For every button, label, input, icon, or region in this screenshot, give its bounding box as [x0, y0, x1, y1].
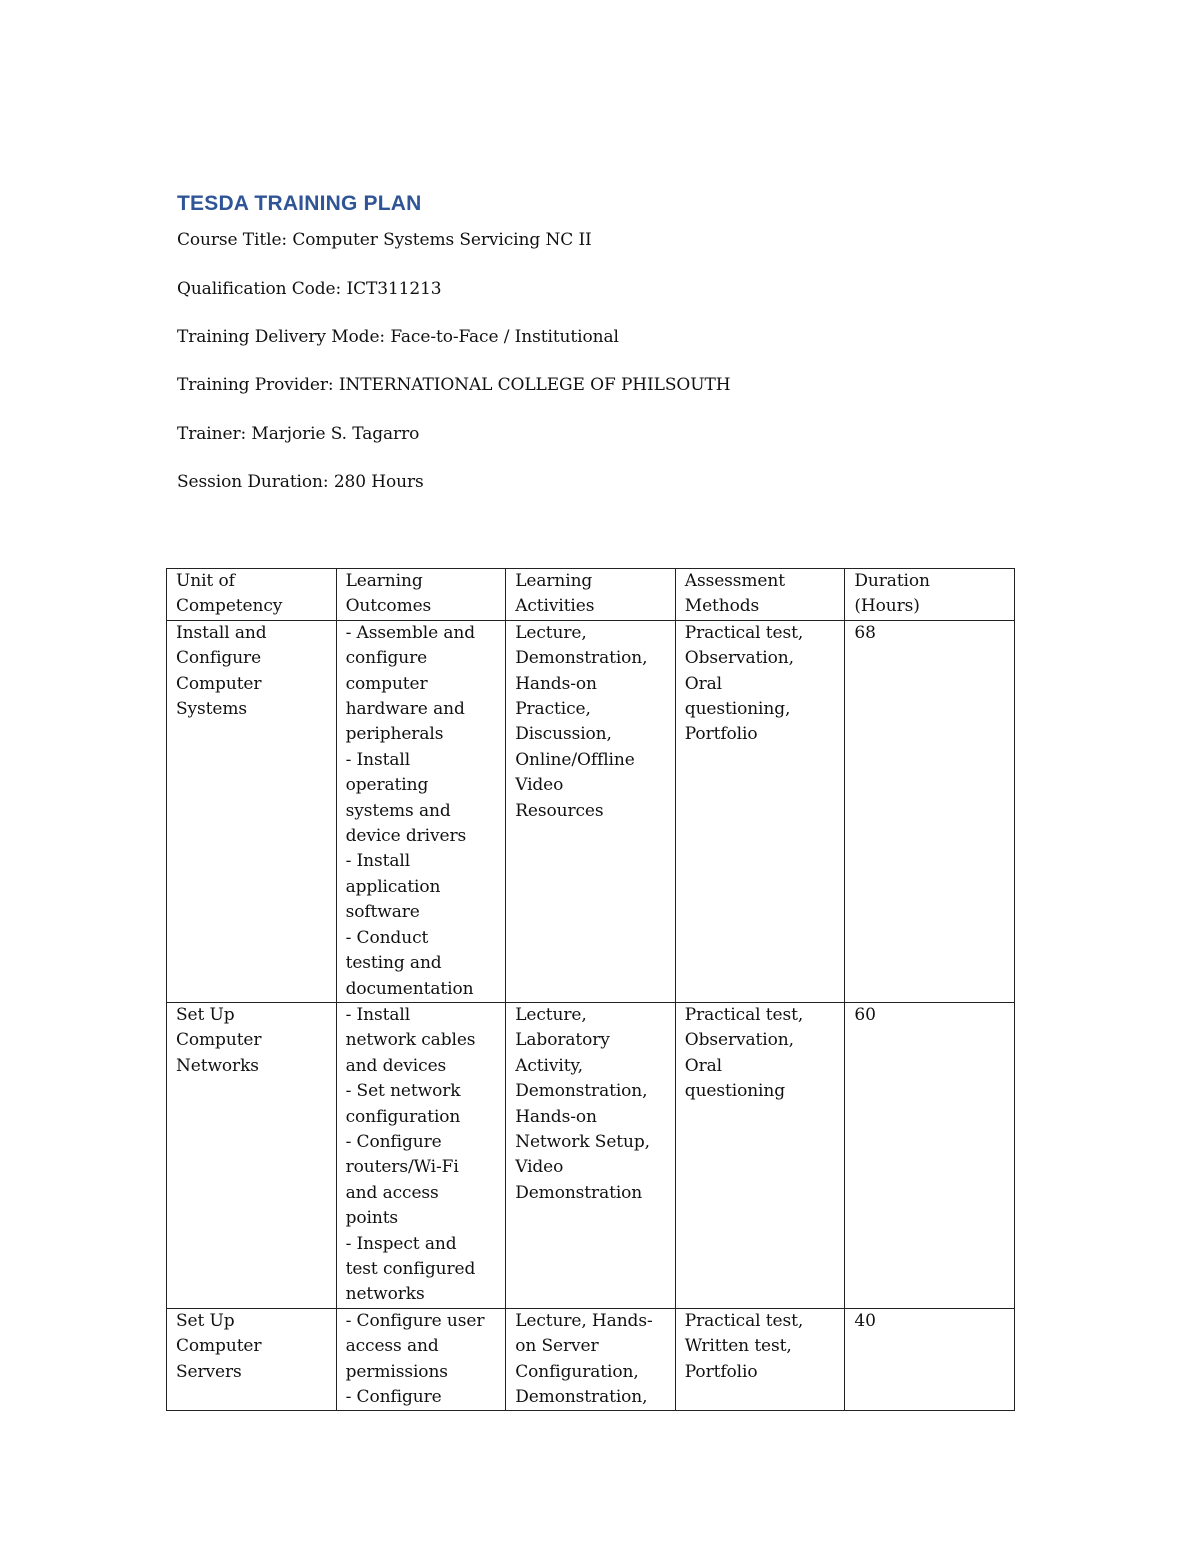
cell-line: questioning,: [684, 699, 791, 720]
cell-line: - Configure: [345, 1387, 442, 1407]
cell-line: Set Up: [176, 1004, 235, 1025]
meta-value: INTERNATIONAL COLLEGE OF PHILSOUTH: [338, 375, 731, 395]
cell-line: Computer: [176, 1336, 262, 1357]
cell-line: testing and: [345, 953, 442, 974]
assessment-cell: [675, 1308, 845, 1411]
cell-line: Set Up: [176, 1310, 235, 1331]
meta-value: Computer Systems Servicing NC II: [292, 230, 592, 250]
meta-label: Qualification Code:: [177, 279, 342, 299]
outcomes-cell: [336, 1308, 506, 1411]
cell-line: Practical test,: [684, 1004, 804, 1025]
cell-line: test configured: [345, 1258, 476, 1279]
table-row: [167, 620, 1015, 1002]
cell-line: computer: [345, 673, 428, 694]
cell-line: Install and: [176, 622, 267, 643]
cell-line: access and: [345, 1336, 439, 1357]
cell-line: Resources: [515, 800, 604, 821]
header-unit-of-competency: [167, 569, 337, 621]
cell-line: Observation,: [684, 1030, 794, 1051]
cell-line: 40: [854, 1310, 876, 1331]
activities-cell: [506, 620, 676, 1002]
header-line: Learning: [515, 571, 593, 591]
cell-line: systems and: [345, 800, 451, 821]
cell-line: Oral: [684, 673, 723, 694]
cell-line: - Inspect and: [345, 1233, 457, 1254]
meta-label: Training Provider:: [177, 375, 334, 395]
cell-line: - Set network: [345, 1081, 461, 1102]
cell-line: - Assemble and: [345, 622, 475, 643]
unit-cell: [167, 1002, 337, 1308]
cell-line: configure: [345, 648, 428, 669]
cell-line: networks: [345, 1284, 425, 1305]
cell-line: Practice,: [515, 699, 591, 720]
header-line: Activities: [515, 596, 595, 617]
meta-label: Trainer:: [177, 424, 247, 444]
cell-line: Written test,: [684, 1336, 792, 1357]
table-header-row: [167, 569, 1015, 621]
assessment-cell: [675, 620, 845, 1002]
assessment-cell: [675, 1002, 845, 1308]
cell-line: Hands-on: [515, 673, 597, 694]
cell-line: Practical test,: [684, 1310, 804, 1331]
duration-cell: [845, 620, 1015, 1002]
unit-cell: [167, 620, 337, 1002]
cell-line: Online/Offline: [515, 749, 635, 770]
cell-line: software: [345, 902, 420, 923]
header-line: Unit of: [176, 571, 235, 591]
outcomes-cell: [336, 620, 506, 1002]
cell-line: - Configure user: [345, 1310, 485, 1331]
header-learning-outcomes: [336, 569, 506, 621]
meta-value: ICT311213: [346, 279, 442, 299]
cell-line: Servers: [176, 1361, 242, 1382]
course-title-line: [177, 229, 592, 251]
meta-label: Training Delivery Mode:: [177, 327, 386, 347]
table-row: [167, 1002, 1015, 1308]
cell-line: and access: [345, 1182, 439, 1203]
cell-line: Activity,: [515, 1055, 583, 1076]
cell-line: questioning: [684, 1081, 786, 1102]
session-duration-line: [177, 471, 424, 493]
header-line: Methods: [684, 596, 760, 617]
cell-line: Observation,: [684, 648, 794, 669]
outcomes-cell: [336, 1002, 506, 1308]
cell-line: routers/Wi-Fi: [345, 1157, 459, 1178]
header-line: Competency: [176, 596, 283, 617]
meta-value: Face-to-Face / Institutional: [390, 327, 619, 347]
cell-line: Video: [515, 775, 564, 796]
cell-line: Practical test,: [684, 622, 804, 643]
header-line: Duration: [854, 571, 930, 591]
training-plan-table: [166, 568, 1015, 1411]
cell-line: Portfolio: [684, 724, 758, 745]
meta-value: 280 Hours: [333, 472, 424, 492]
header-line: Assessment: [684, 571, 785, 591]
cell-line: - Install: [345, 1004, 411, 1025]
cell-line: on Server: [515, 1336, 599, 1357]
cell-line: documentation: [345, 978, 474, 999]
header-line: Learning: [345, 571, 423, 591]
cell-line: - Install: [345, 749, 411, 770]
cell-line: Networks: [176, 1055, 259, 1076]
cell-line: permissions: [345, 1361, 448, 1382]
cell-line: operating: [345, 775, 429, 796]
meta-value: Marjorie S. Tagarro: [251, 424, 420, 444]
header-line: (Hours): [854, 596, 920, 617]
delivery-mode-line: [177, 326, 619, 348]
cell-line: Lecture,: [515, 622, 587, 643]
header-assessment-methods: [675, 569, 845, 621]
header-line: Outcomes: [345, 596, 432, 617]
trainer-line: [177, 423, 419, 445]
cell-line: points: [345, 1208, 399, 1229]
cell-line: Demonstration,: [515, 1081, 648, 1102]
qualification-code-line: [177, 278, 442, 300]
meta-label: Session Duration:: [177, 472, 329, 492]
cell-line: - Configure: [345, 1131, 442, 1152]
cell-line: Hands-on: [515, 1106, 597, 1127]
header-learning-activities: [506, 569, 676, 621]
cell-line: Lecture, Hands-: [515, 1310, 653, 1331]
meta-label: Course Title:: [177, 230, 288, 250]
cell-line: 68: [854, 622, 876, 643]
cell-line: Demonstration,: [515, 648, 648, 669]
cell-line: Configuration,: [515, 1361, 639, 1382]
cell-line: network cables: [345, 1030, 476, 1051]
cell-line: peripherals: [345, 724, 444, 745]
cell-line: Discussion,: [515, 724, 612, 745]
cell-line: - Install: [345, 851, 411, 872]
training-provider-line: [177, 374, 730, 396]
document-title: TESDA TRAINING PLAN: [177, 192, 422, 215]
cell-line: application: [345, 876, 441, 897]
cell-line: Laboratory: [515, 1030, 610, 1051]
table-row: [167, 1308, 1015, 1411]
cell-line: Configure: [176, 648, 262, 669]
cell-line: Network Setup,: [515, 1131, 650, 1152]
cell-line: Computer: [176, 1030, 262, 1051]
header-duration-hours: [845, 569, 1015, 621]
duration-cell: [845, 1308, 1015, 1411]
duration-cell: [845, 1002, 1015, 1308]
cell-line: Demonstration,: [515, 1387, 648, 1407]
cell-line: Computer: [176, 673, 262, 694]
cell-line: and devices: [345, 1055, 447, 1076]
cell-line: Oral: [684, 1055, 723, 1076]
cell-line: configuration: [345, 1106, 461, 1127]
cell-line: device drivers: [345, 826, 467, 847]
activities-cell: [506, 1002, 676, 1308]
cell-line: Systems: [176, 699, 248, 720]
cell-line: Portfolio: [684, 1361, 758, 1382]
unit-cell: [167, 1308, 337, 1411]
cell-line: Lecture,: [515, 1004, 587, 1025]
cell-line: hardware and: [345, 699, 465, 720]
cell-line: Video: [515, 1157, 564, 1178]
cell-line: - Conduct: [345, 927, 429, 948]
activities-cell: [506, 1308, 676, 1411]
cell-line: 60: [854, 1004, 876, 1025]
cell-line: Demonstration: [515, 1182, 643, 1203]
